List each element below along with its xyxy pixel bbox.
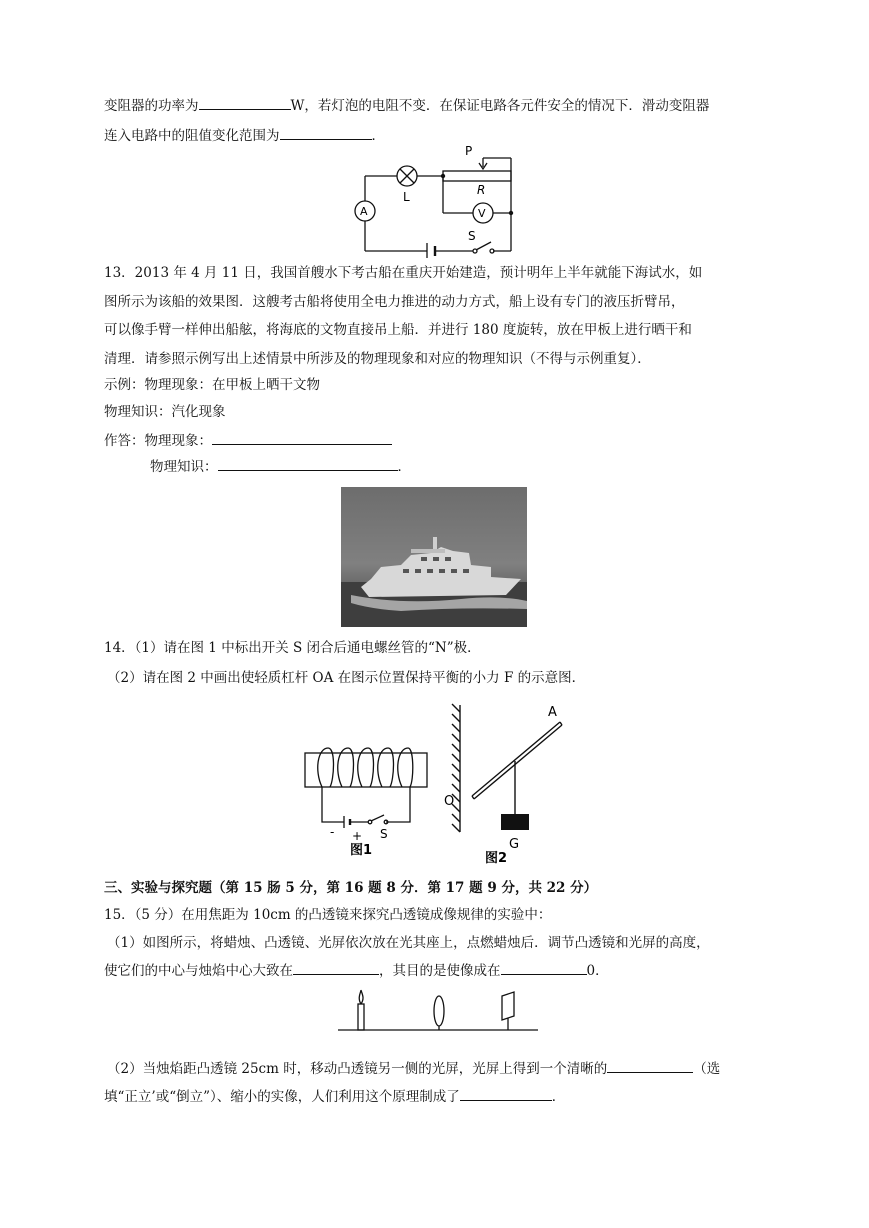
label-g: G — [509, 837, 520, 852]
label-l: L — [403, 190, 410, 204]
question-15-text: （1）如图所示，将蜡烛、凸透镜、光屏依次放在光其座上，点燃蜡烛后．调节凸透镜和光屏的高度， — [107, 935, 710, 951]
label-p: P — [465, 144, 473, 158]
text: ． — [371, 128, 385, 144]
answer-blank[interactable] — [501, 960, 587, 975]
example-knowledge: 物理知识：汽化现象 — [104, 404, 226, 420]
question-14-part2: （2）请在图 2 中画出使轻质杠杆 OA 在图示位置保持平衡的小力 F 的示意图． — [107, 670, 586, 686]
label-plus: + — [352, 829, 363, 843]
text: W，若灯泡的电阻不变．在保证电路各元件安全的情况下．滑动变阻器 — [290, 98, 710, 114]
answer-blank[interactable] — [280, 125, 372, 140]
question-13-text: 图所示为该船的效果图．这艘考古船将使用全电力推进的动力方式，船上设有专门的液压折臂吊， — [104, 294, 685, 310]
text: （2）当烛焰距凸透镜 25cm 时，移动凸透镜另一侧的光屏，光屏上得到一个清晰的 — [107, 1061, 608, 1077]
question-15-text — [107, 1058, 720, 1079]
text: 作答：物理现象： — [104, 433, 212, 449]
text: 0． — [586, 963, 609, 979]
weight-block — [501, 814, 529, 830]
text-line — [104, 95, 709, 116]
optical-bench-diagram — [338, 986, 538, 1036]
label-o: O — [444, 794, 455, 809]
answer-blank[interactable] — [218, 456, 398, 471]
label-a: A — [360, 205, 368, 218]
question-15-text — [104, 1086, 565, 1107]
answer-blank[interactable] — [199, 95, 291, 110]
question-13-text: 13．2013 年 4 月 11 日，我国首艘水下考古船在重庆开始建造，预计明年上半年就能下海试水，如 — [104, 265, 703, 281]
circuit-diagram — [325, 143, 525, 258]
figure-1-solenoid — [300, 740, 440, 858]
text: 变阻器的功率为 — [104, 98, 199, 114]
example-phenomenon: 示例：物理现象：在甲板上晒干文物 — [104, 377, 320, 393]
text: ，其目的是使像成在 — [379, 963, 501, 979]
ship-photo — [341, 487, 527, 627]
label-s: S — [380, 827, 388, 841]
answer-line — [104, 430, 392, 451]
text: 填“正立’或“倒立”）、缩小的实像，人们利用这个原理制成了 — [104, 1089, 460, 1105]
question-15-text: 15．（5 分）在用焦距为 10cm 的凸透镜来探究凸透镜成像规律的实验中： — [104, 907, 552, 923]
text: （选 — [693, 1061, 721, 1077]
figure-2-lever — [440, 700, 570, 865]
question-13-text: 可以像手臂一样伸出船舷，将海底的文物直接吊上船．并进行 180 度旋转，放在甲板上进行晒干和 — [104, 322, 692, 338]
question-15-text — [104, 960, 609, 981]
text: ． — [551, 1089, 566, 1105]
figure-1-caption: 图1 — [350, 843, 373, 858]
answer-blank[interactable] — [460, 1086, 552, 1101]
label-minus: - — [330, 825, 335, 839]
label-v: V — [478, 207, 486, 220]
answer-blank[interactable] — [212, 430, 392, 445]
question-14-part1: 14．（1）请在图 1 中标出开关 S 闭合后通电螺丝管的“N”极． — [104, 640, 481, 656]
text: 使它们的中心与烛焰中心大致在 — [104, 963, 293, 979]
figure-2-caption: 图2 — [485, 851, 508, 865]
text: 物理知识： — [150, 459, 218, 475]
answer-blank[interactable] — [293, 960, 379, 975]
label-r: R — [477, 183, 486, 197]
answer-blank[interactable] — [607, 1058, 693, 1073]
label-a: A — [548, 705, 557, 720]
text: ． — [397, 459, 411, 475]
label-s: S — [468, 229, 476, 243]
question-13-text: 清理．请参照示例写出上述情景中所涉及的物理现象和对应的物理知识（不得与示例重复）． — [104, 351, 651, 367]
text: 连入电路中的阻值变化范围为 — [104, 128, 280, 144]
section-3-heading: 三、实验与探究题（第 15 肠 5 分，第 16 题 8 分．第 17 题 9 分，共 22 分） — [104, 880, 598, 896]
answer-line — [150, 456, 411, 477]
